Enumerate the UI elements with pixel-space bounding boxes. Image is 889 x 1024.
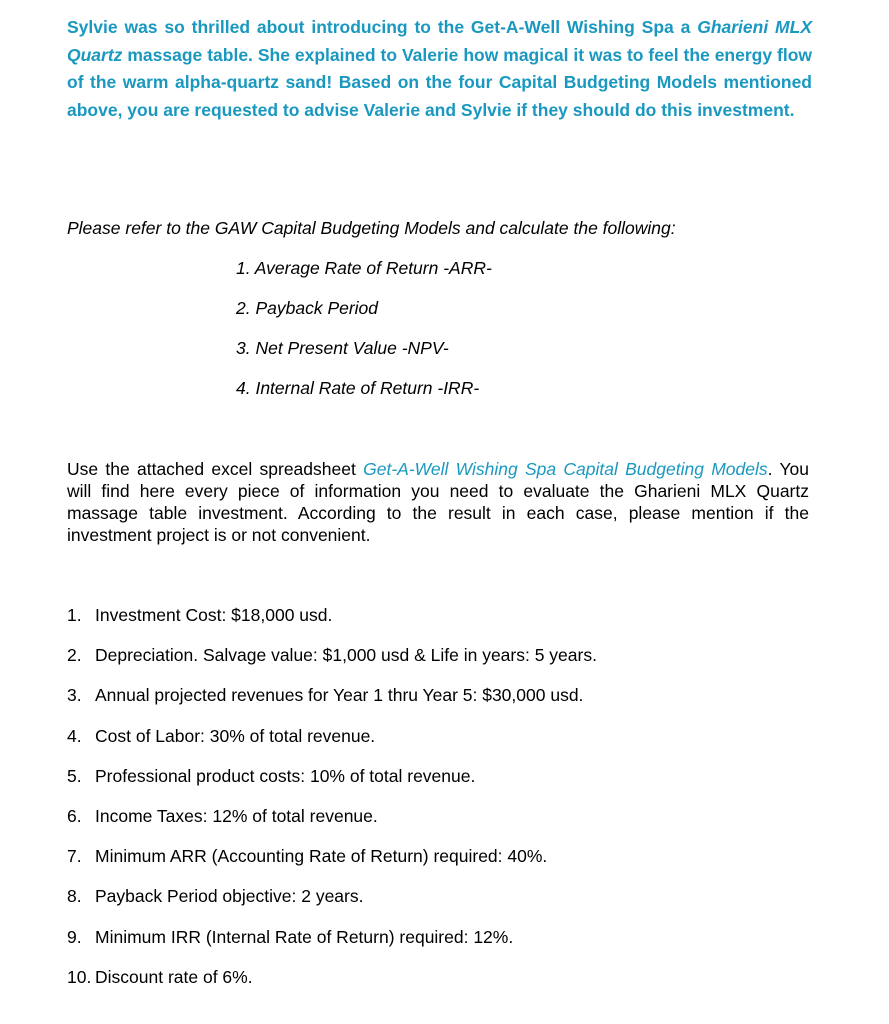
refer-instruction: Please refer to the GAW Capital Budgeting Models and calculate the following:: [67, 218, 676, 238]
list-item-text: Payback Period objective: 2 years.: [95, 886, 364, 907]
list-item: [67, 884, 597, 924]
usage-text-before: Use the attached excel spreadsheet: [67, 459, 364, 479]
list-item-number: 1.: [67, 605, 82, 625]
calc-item-arr: 1. Average Rate of Return -ARR-: [236, 258, 492, 278]
list-item-text: Income Taxes: 12% of total revenue.: [95, 805, 378, 826]
list-item-text: Cost of Labor: 30% of total revenue.: [95, 725, 376, 746]
list-item-text: Depreciation. Salvage value: $1,000 usd & Life in years: 5 years.: [95, 645, 597, 666]
list-item-text: Minimum IRR (Internal Rate of Return) required: 12%.: [95, 926, 514, 947]
facts-list: [67, 603, 597, 1005]
list-item-text: Professional product costs: 10% of total revenue.: [95, 765, 476, 786]
list-item-text: Discount rate of 6%.: [95, 966, 253, 987]
list-item: [67, 804, 597, 844]
product-name: Gharieni MLX Quartz: [67, 17, 812, 65]
list-item: [67, 603, 597, 643]
list-item-text: Minimum ARR (Accounting Rate of Return) required: 40%.: [95, 846, 548, 867]
list-item: [67, 965, 597, 1005]
list-item-number: 8.: [67, 886, 82, 907]
list-item: [67, 724, 597, 764]
list-item-number: 5.: [67, 765, 82, 786]
list-item-number: 9.: [67, 926, 82, 947]
usage-text-after: . You will find here every piece of information you need to evaluate the Gharieni MLX Quartz massage table investment. According to the result in each case, please mention if the investment project is or not convenient.: [67, 459, 809, 545]
list-item-number: 6.: [67, 805, 82, 826]
calculation-list: [236, 256, 492, 416]
list-item-number: 4.: [67, 725, 82, 746]
list-item: [67, 844, 597, 884]
calc-item-irr: 4. Internal Rate of Return -IRR-: [236, 378, 480, 398]
intro-text-part1: Sylvie was so thrilled about introducing to the Get-A-Well Wishing Spa a: [67, 17, 698, 37]
list-item: [67, 643, 597, 683]
list-item-text: Annual projected revenues for Year 1 thru Year 5: $30,000 usd.: [95, 685, 584, 706]
list-item: [67, 764, 597, 804]
calc-item-npv: 3. Net Present Value -NPV-: [236, 338, 449, 358]
spreadsheet-link[interactable]: Get-A-Well Wishing Spa Capital Budgeting Models: [363, 459, 768, 479]
list-item-number: 7.: [67, 846, 82, 867]
list-item-number: 2.: [67, 645, 82, 666]
list-item: [67, 925, 597, 965]
usage-paragraph: [67, 458, 809, 546]
intro-paragraph: [67, 14, 812, 124]
list-item-number: 3.: [67, 685, 82, 706]
list-item-number: 10.: [67, 966, 92, 987]
calc-item-payback: 2. Payback Period: [236, 298, 379, 318]
list-item: [67, 683, 597, 723]
intro-text-part2: massage table. She explained to Valerie how magical it was to feel the energy flow of the warm alpha-quartz sand! Based on the four Capital Budgeting Models mentioned above, you are requested to advise Valerie and Sylvie if they should do this investment.: [67, 44, 812, 120]
list-item-text: Investment Cost: $18,000 usd.: [95, 605, 333, 625]
